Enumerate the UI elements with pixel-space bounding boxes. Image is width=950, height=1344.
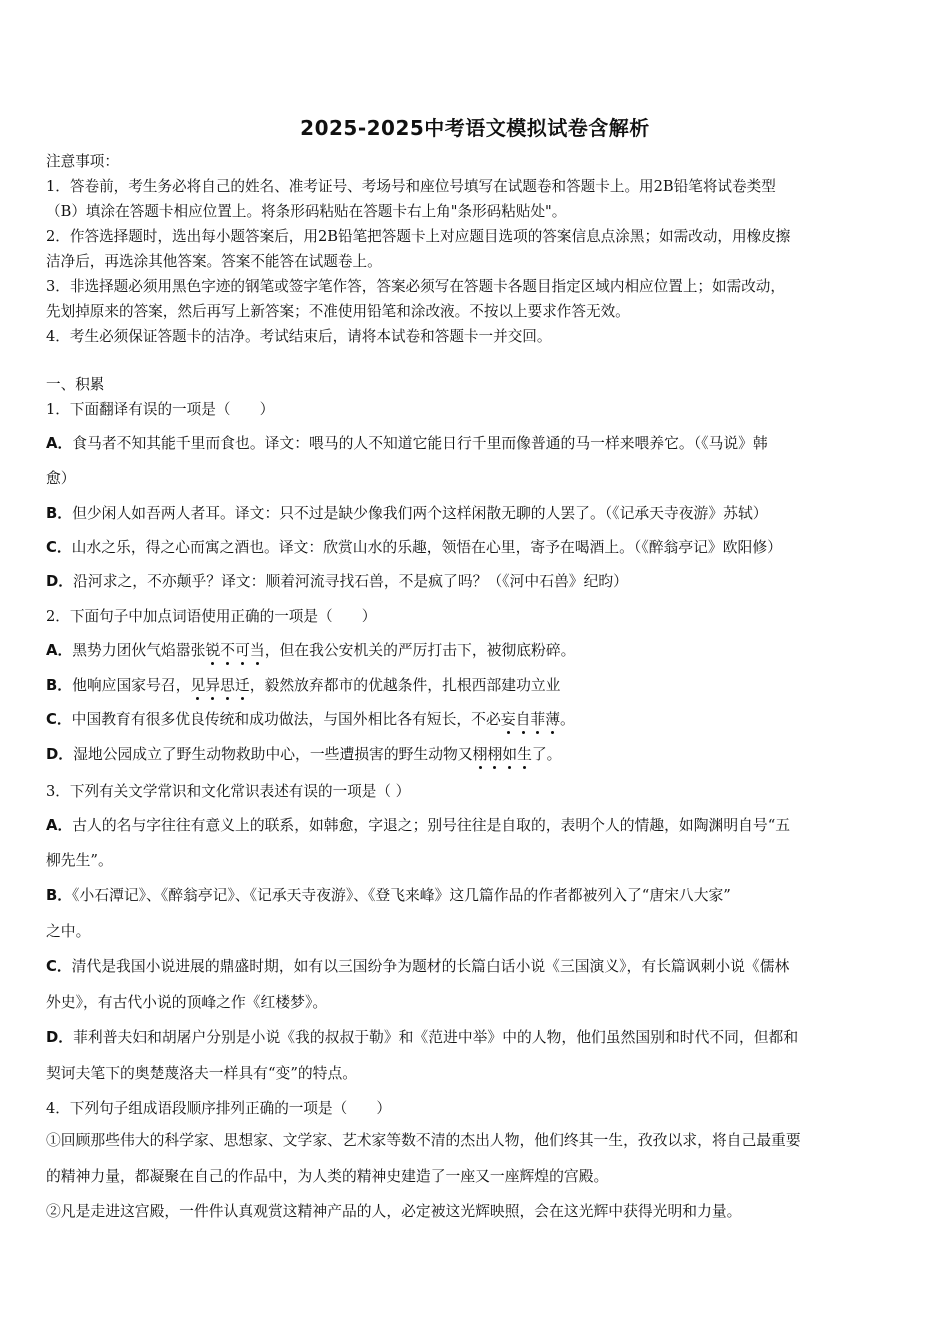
dotted-char: 见 xyxy=(190,677,206,694)
option-text: 菲利普夫妇和胡屠户分别是小说《我的叔叔于勒》和《范进中举》中的人物，他们虽然国别和时代不同，但都和 xyxy=(73,1029,799,1046)
dotted-char: 妄 xyxy=(500,711,516,728)
option-d xyxy=(46,572,628,592)
option-text: 黑势力团伙气焰嚣张 xyxy=(72,642,206,659)
option-d xyxy=(46,745,561,765)
option-text: 古人的名与字往往有意义上的联系，如韩愈，字退之；别号往往是自取的，表明个人的情趣，如陶渊明自号“五 xyxy=(72,817,791,834)
option-b xyxy=(46,676,560,696)
notice-line: 1．答卷前，考生务必将自己的姓名、准考证号、考场号和座位号填写在试题卷和答题卡上。用2B铅笔将试卷类型 xyxy=(46,178,776,195)
option-label: C． xyxy=(46,539,72,556)
dotted-word xyxy=(473,746,532,763)
option-text: 沿河求之，不亦颠乎？译文：顺着河流寻找石兽，不是疯了吗？（《河中石兽》纪昀） xyxy=(73,573,628,590)
option-a xyxy=(46,434,768,454)
option-label: A． xyxy=(46,435,73,452)
option-text: 湿地公园成立了野生动物救助中心，一些遭损害的野生动物又 xyxy=(73,746,473,763)
notice-line: 先划掉原来的答案，然后再写上新答案；不准使用铅笔和涂改液。不按以上要求作答无效。 xyxy=(46,303,630,320)
option-text: 清代是我国小说进展的鼎盛时期，如有以三国纷争为题材的长篇白话小说《三国演义》，有长篇讽刺小说《儒林 xyxy=(71,958,790,975)
option-b-continued: 之中。 xyxy=(46,923,91,940)
question-stem: 3．下列有关文学常识和文化常识表述有误的一项是（ ） xyxy=(46,783,411,800)
option-d xyxy=(46,1028,798,1048)
option-text: 食马者不知其能千里而食也。译文：喂马的人不知道它能日行千里而像普通的马一样来喂养它。（《马说》韩 xyxy=(72,435,768,452)
option-a-continued: 柳先生”。 xyxy=(46,852,113,869)
option-text: ，毅然放弃都市的优越条件，扎根西部建功立业 xyxy=(249,677,561,694)
option-c-continued: 外史》，有古代小说的顶峰之作《红楼梦》。 xyxy=(46,994,328,1011)
option-label: D． xyxy=(46,1029,74,1046)
option-c xyxy=(46,710,575,730)
section-heading: 一、积累 xyxy=(46,376,105,393)
notice-line: 3．非选择题必须用黑色字迹的钢笔或签字笔作答，答案必须写在答题卡各题目指定区域内相应位置上；如需改动， xyxy=(46,278,785,295)
question-stem: 1．下面翻译有误的一项是（ ） xyxy=(46,401,275,418)
dotted-char: 锐 xyxy=(205,642,221,659)
notice-line: 洁净后，再选涂其他答案。答案不能答在试题卷上。 xyxy=(46,253,382,270)
dotted-char: 不 xyxy=(220,642,236,659)
option-text: 他响应国家号召， xyxy=(72,677,191,694)
option-d-continued: 契诃夫笔下的奥楚蔑洛夫一样具有“变”的特点。 xyxy=(46,1065,358,1082)
option-text: 但少闲人如吾两人者耳。译文：只不过是缺少像我们两个这样闲散无聊的人罢了。（《记承天寺夜游》苏轼） xyxy=(72,505,768,522)
notice-heading: 注意事项： xyxy=(46,153,119,170)
dotted-char: 可 xyxy=(235,642,250,659)
dotted-char: 生 xyxy=(517,746,532,763)
dotted-word xyxy=(501,711,560,728)
dotted-char: 异 xyxy=(205,677,221,694)
page-title: 2025-2025中考语文模拟试卷含解析 xyxy=(300,116,650,140)
notice-line: 4．考生必须保证答题卡的洁净。考试结束后，请将本试卷和答题卡一并交回。 xyxy=(46,328,552,345)
option-text: ，但在我公安机关的严厉打击下，被彻底粉碎。 xyxy=(264,642,576,659)
option-label: B． xyxy=(46,887,73,904)
dotted-char: 菲 xyxy=(530,711,546,728)
notice-line: （B）填涂在答题卡相应位置上。将条形码粘贴在答题卡右上角"条形码粘贴处"。 xyxy=(46,203,567,220)
sentence-1-continued: 的精神力量，都凝聚在自己的作品中，为人类的精神史建造了一座又一座辉煌的宫殿。 xyxy=(46,1168,609,1185)
dotted-word xyxy=(190,677,249,694)
option-c xyxy=(46,538,782,558)
dotted-word xyxy=(205,642,264,659)
option-label: A． xyxy=(46,817,73,834)
option-label: D． xyxy=(46,573,74,590)
dotted-char: 自 xyxy=(515,711,531,728)
option-label: D． xyxy=(46,746,74,763)
sentence-2: ②凡是走进这宫殿，一件件认真观赏这精神产品的人，必定被这光辉映照，会在这光辉中获得光明和力量。 xyxy=(46,1203,742,1220)
option-a-continued: 愈） xyxy=(46,470,76,487)
option-label: C． xyxy=(46,958,72,975)
option-text: 山水之乐，得之心而寓之酒也。译文：欣赏山水的乐趣，领悟在心里，寄予在喝酒上。（《醉翁亭记》欧阳修） xyxy=(71,539,782,556)
option-a xyxy=(46,816,790,836)
notice-line: 2．作答选择题时，选出每小题答案后，用2B铅笔把答题卡上对应题目选项的答案信息点涂黑；如需改动，用橡皮擦 xyxy=(46,228,791,245)
dotted-char: 如 xyxy=(502,746,518,763)
option-text: 了。 xyxy=(531,746,562,763)
dotted-char: 栩 xyxy=(472,746,488,763)
option-text: 。 xyxy=(560,711,575,728)
dotted-char: 当 xyxy=(249,642,265,659)
dotted-char: 栩 xyxy=(487,746,503,763)
option-label: B． xyxy=(46,677,73,694)
option-label: C． xyxy=(46,711,72,728)
option-b xyxy=(46,886,731,906)
dotted-char: 迁 xyxy=(234,677,250,694)
option-c xyxy=(46,957,789,977)
dotted-char: 思 xyxy=(220,677,235,694)
sentence-1: ①回顾那些伟大的科学家、思想家、文学家、艺术家等数不清的杰出人物，他们终其一生，孜孜以求，将自己最重要 xyxy=(46,1132,801,1149)
option-b xyxy=(46,504,768,524)
option-text: 《小石潭记》、《醉翁亭记》、《记承天寺夜游》、《登飞来峰》这几篇作品的作者都被列入了“唐宋八大家” xyxy=(72,887,731,904)
question-stem: 4．下列句子组成语段顺序排列正确的一项是（ ） xyxy=(46,1100,391,1117)
dotted-char: 薄 xyxy=(545,711,561,728)
option-a xyxy=(46,641,575,661)
option-label: A． xyxy=(46,642,73,659)
question-stem: 2．下面句子中加点词语使用正确的一项是（ ） xyxy=(46,608,377,625)
option-label: B． xyxy=(46,505,73,522)
option-text: 中国教育有很多优良传统和成功做法，与国外相比各有短长，不必 xyxy=(71,711,501,728)
